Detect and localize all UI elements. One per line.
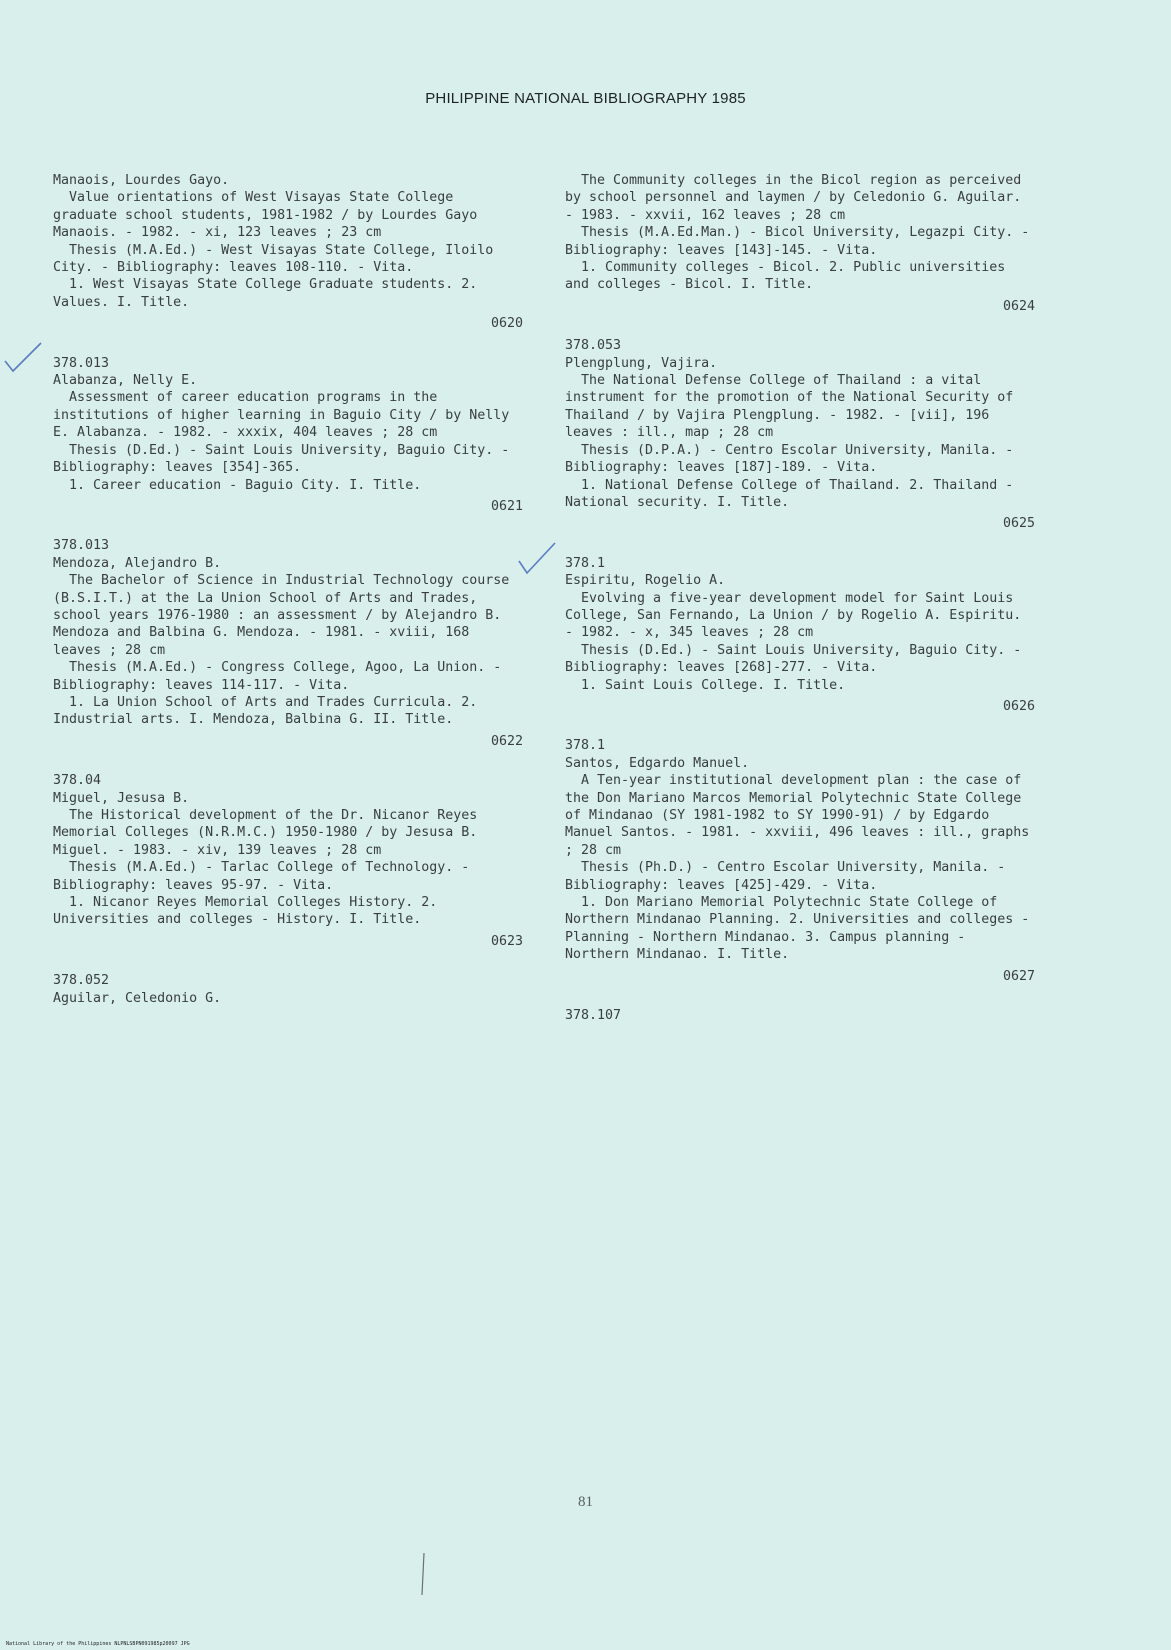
entry-author: Manaois, Lourdes Gayo. <box>53 173 230 188</box>
entry-author: Mendoza, Alejandro B. <box>53 555 222 571</box>
entry-thesis-note: Thesis (M.A.Ed.Man.) - Bicol University, Legazpi City. - Bibliography: leaves [143]-145. - Vita. <box>565 225 1038 258</box>
entry-thesis-note: Thesis (M.A.Ed.) - West Visayas State College, Iloilo City. - Bibliography: leaves 108-110. - Vita. <box>53 242 502 276</box>
entry-number: 0625 <box>1002 516 1035 532</box>
entry-author: Aguilar, Celedonio G. <box>53 990 222 1006</box>
bibliography-entry <box>53 355 523 516</box>
bibliography-entry <box>565 172 1038 315</box>
entry-subjects: 1. Saint Louis College. I. Title. <box>581 677 846 693</box>
entry-subjects: 1. La Union School of Arts and Trades Curricula. 2. Industrial arts. I. Mendoza, Balbina G. II. Title. <box>53 694 486 728</box>
bibliography-entry <box>565 337 1035 532</box>
entry-number: 0627 <box>1002 968 1035 984</box>
entry-subjects: 1. Don Mariano Memorial Polytechnic State College of Northern Mindanao Planning. 2. Universities and colleges - Planning - Northern Mindanao. 3. Campus planning - Northern Mindanao. I. Title. <box>565 895 1038 963</box>
entry-subjects: 1. West Visayas State College Graduate students. 2. Values. I. Title. <box>53 277 486 310</box>
bibliography-entry <box>53 172 523 333</box>
bibliography-entry <box>565 737 1038 985</box>
entry-title: The Historical development of the Dr. Nicanor Reyes Memorial Colleges (N.R.M.C.) 1950-1980 / by Jesusa B. Miguel. - 1983. - xiv, 139 leaves ; 28 cm <box>53 808 486 858</box>
check-mark-icon <box>517 541 557 575</box>
entry-thesis-note: Thesis (D.Ed.) - Saint Louis University, Baguio City. - Bibliography: leaves [354]-365. <box>53 442 518 476</box>
entry-author: Alabanza, Nelly E. <box>53 373 198 389</box>
scan-credit: National Library of the Philippines NLPNLSBPN091985p20097 JPG <box>6 1641 190 1647</box>
entry-classification: 378.013 <box>53 538 110 554</box>
entry-title: The Bachelor of Science in Industrial Technology course (B.S.I.T.) at the La Union School of Arts and Trades, school years 1976-1980 : an assessment / by Alejandro B. Mendoza and Balbina G. Mendoza. - 1981. - xviii, 168 leaves ; 28 cm <box>53 573 518 658</box>
entry-title: The Community colleges in the Bicol region as perceived by school personnel and laymen / by Celedonio G. Aguilar. - 1983. - xxvii, 162 leaves ; 28 cm <box>565 173 1030 223</box>
entry-number: 0623 <box>490 933 523 949</box>
entry-thesis-note: Thesis (D.Ed.) - Saint Louis University, Baguio City. - Bibliography: leaves [268]-277. - Vita. <box>565 642 1030 676</box>
entry-title: The National Defense College of Thailand : a vital instrument for the promotion of the National Security of Thailand / by Vajira Plengplung. - 1982. - [vii], 196 leaves : ill., map ; 28 cm <box>565 373 1022 441</box>
entry-thesis-note: Thesis (M.A.Ed.) - Congress College, Agoo, La Union. - Bibliography: leaves 114-117. - Vita. <box>53 660 510 693</box>
check-mark-icon <box>3 341 43 375</box>
entry-number: 0620 <box>490 316 523 332</box>
bibliography-entry <box>53 972 523 1007</box>
entry-classification: 378.107 <box>565 1008 622 1024</box>
bibliography-entry <box>53 537 523 750</box>
entry-classification: 378.1 <box>565 555 606 571</box>
entry-subjects: 1. National Defense College of Thailand. 2. Thailand - National security. I. Title. <box>565 477 1022 510</box>
entry-classification: 378.04 <box>53 773 102 789</box>
bibliography-entry <box>565 555 1035 716</box>
entry-title: Assessment of career education programs in the institutions of higher learning in Baguio City / by Nelly E. Alabanza. - 1982. - xxxix, 404 leaves ; 28 cm <box>53 390 518 441</box>
entry-classification: 378.1 <box>565 738 606 754</box>
entry-classification: 378.052 <box>53 973 110 989</box>
bibliography-entry <box>53 772 523 950</box>
entry-classification: 378.013 <box>53 355 110 371</box>
entry-thesis-note: Thesis (Ph.D.) - Centro Escolar University, Manila. - Bibliography: leaves [425]-429. - Vita. <box>565 860 1014 893</box>
left-column <box>53 172 523 1029</box>
page-header: PHILIPPINE NATIONAL BIBLIOGRAPHY 1985 <box>425 90 746 107</box>
entry-number: 0621 <box>490 498 523 514</box>
page-number: 81 <box>578 1494 593 1510</box>
entry-number: 0622 <box>490 733 523 749</box>
entry-author: Espiritu, Rogelio A. <box>565 573 726 589</box>
entry-number: 0624 <box>1002 298 1035 314</box>
entry-title: A Ten-year institutional development plan : the case of the Don Mariano Marcos Memorial Polytechnic State College of Mindanao (SY 1981-1982 to SY 1990-91) / by Edgardo Manuel Santos. - 1981. - xxviii, 496 leaves : ill., graphs ; 28 cm <box>565 773 1038 858</box>
entry-author: Miguel, Jesusa B. <box>53 790 190 806</box>
entry-subjects: 1. Nicanor Reyes Memorial Colleges History. 2. Universities and colleges - History. I. Title. <box>53 895 446 928</box>
entry-thesis-note: Thesis (D.P.A.) - Centro Escolar University, Manila. - Bibliography: leaves [187]-189. - Vita. <box>565 442 1022 476</box>
entry-author: Santos, Edgardo Manuel. <box>565 755 750 771</box>
entry-title: Value orientations of West Visayas State College graduate school students, 1981-1982 / by Lourdes Gayo Manaois. - 1982. - xi, 123 leaves ; 23 cm <box>53 190 486 241</box>
entry-author: Plengplung, Vajira. <box>565 355 718 371</box>
entry-classification: 378.053 <box>565 338 622 354</box>
entry-title: Evolving a five-year development model for Saint Louis College, San Fernando, La Union / by Rogelio A. Espiritu. - 1982. - x, 345 leaves ; 28 cm <box>565 590 1030 641</box>
entry-number: 0626 <box>1002 698 1035 714</box>
pencil-mark-icon <box>420 1552 426 1596</box>
entry-subjects: 1. Community colleges - Bicol. 2. Public universities and colleges - Bicol. I. Title. <box>565 260 1014 293</box>
bibliography-entry <box>565 1007 1035 1024</box>
entry-thesis-note: Thesis (M.A.Ed.) - Tarlac College of Technology. - Bibliography: leaves 95-97. - Vita. <box>53 860 478 893</box>
entry-subjects: 1. Career education - Baguio City. I. Title. <box>69 477 422 493</box>
right-column <box>565 172 1038 1046</box>
